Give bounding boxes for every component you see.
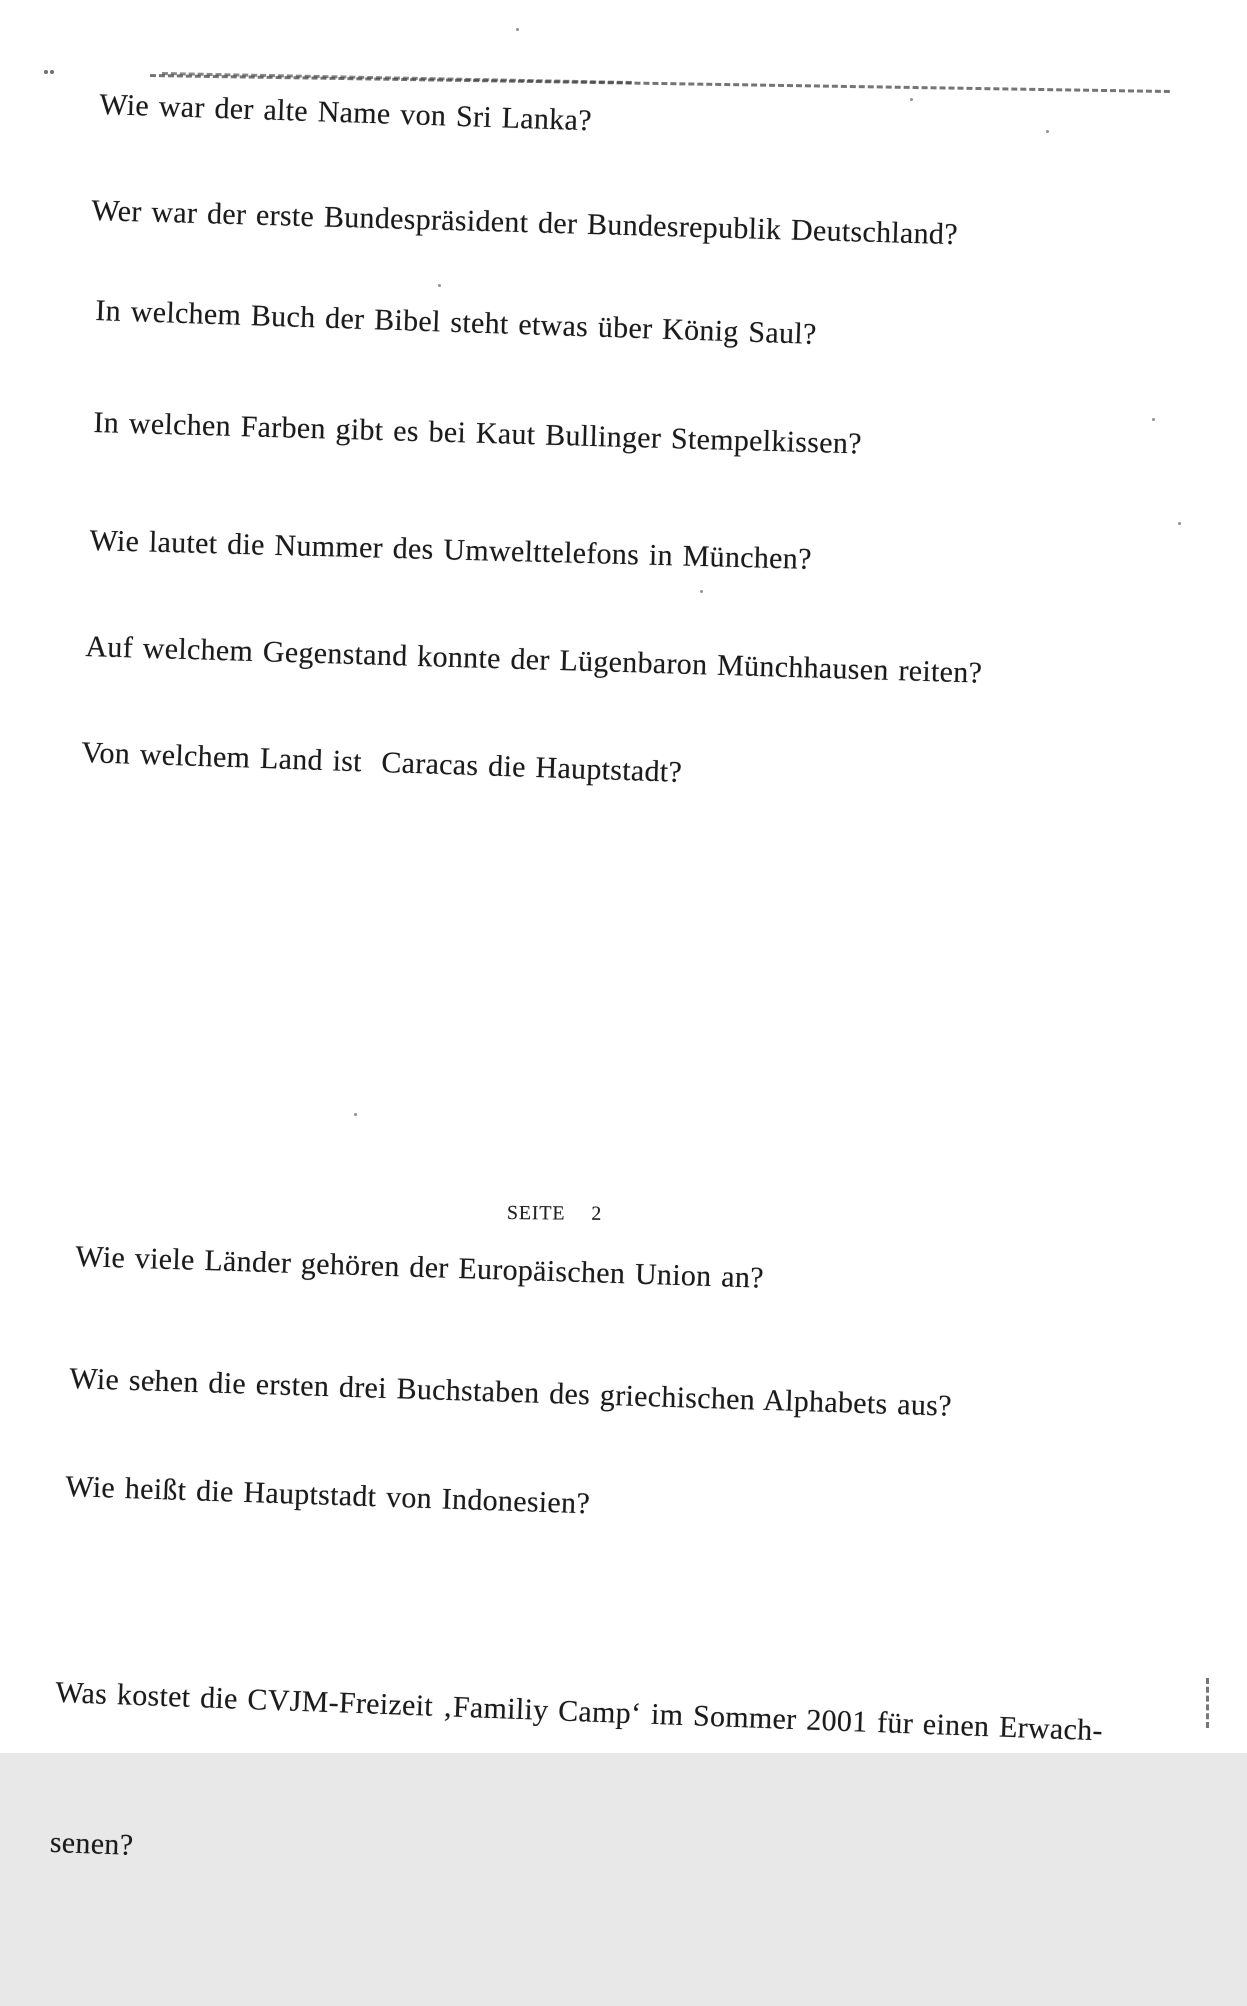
quiz-question-11-line-1: Was kostet die CVJM-Freizeit ‚Familiy Camp‘ im Sommer 2001 für einen Erwach- bbox=[54, 1675, 1104, 1748]
quiz-question-8: Wie viele Länder gehören der Europäischen Union an? bbox=[74, 1240, 765, 1295]
page-marker-label: SEITE bbox=[506, 1202, 566, 1225]
scan-speck bbox=[700, 590, 703, 593]
scan-speck bbox=[1152, 418, 1155, 421]
scan-speck bbox=[438, 284, 441, 287]
quiz-question-2: Wer war der erste Bundespräsident der Bundesrepublik Deutschland? bbox=[91, 194, 959, 252]
scan-speck bbox=[44, 70, 48, 74]
quiz-question-5: Wie lautet die Nummer des Umwelttelefons in München? bbox=[89, 524, 813, 576]
quiz-question-11-line-2: senen? bbox=[49, 1825, 134, 1862]
scan-speck bbox=[1046, 130, 1049, 133]
scan-speck bbox=[910, 98, 913, 101]
scan-speck bbox=[516, 28, 519, 31]
quiz-question-4: In welchen Farben gibt es bei Kaut Bullinger Stempelkissen? bbox=[93, 406, 863, 461]
page-marker bbox=[507, 1202, 602, 1226]
quiz-question-3: In welchem Buch der Bibel steht etwas über König Saul? bbox=[94, 294, 818, 351]
page-marker-number: 2 bbox=[591, 1202, 603, 1225]
quiz-question-7: Von welchem Land ist Caracas die Hauptstadt? bbox=[80, 736, 683, 789]
scan-speck bbox=[1178, 522, 1181, 525]
quiz-question-9: Wie sehen die ersten drei Buchstaben des griechischen Alphabets aus? bbox=[68, 1362, 953, 1423]
quiz-question-11 bbox=[45, 1568, 1107, 2006]
scan-edge-mark bbox=[1206, 1678, 1209, 1728]
quiz-question-10: Wie heißt die Hauptstadt von Indonesien? bbox=[64, 1470, 591, 1521]
quiz-question-1: Wie war der alte Name von Sri Lanka? bbox=[98, 88, 593, 138]
scan-speck bbox=[354, 1113, 357, 1116]
quiz-question-6: Auf welchem Gegenstand konnte der Lügenbaron Münchhausen reiten? bbox=[85, 630, 983, 690]
